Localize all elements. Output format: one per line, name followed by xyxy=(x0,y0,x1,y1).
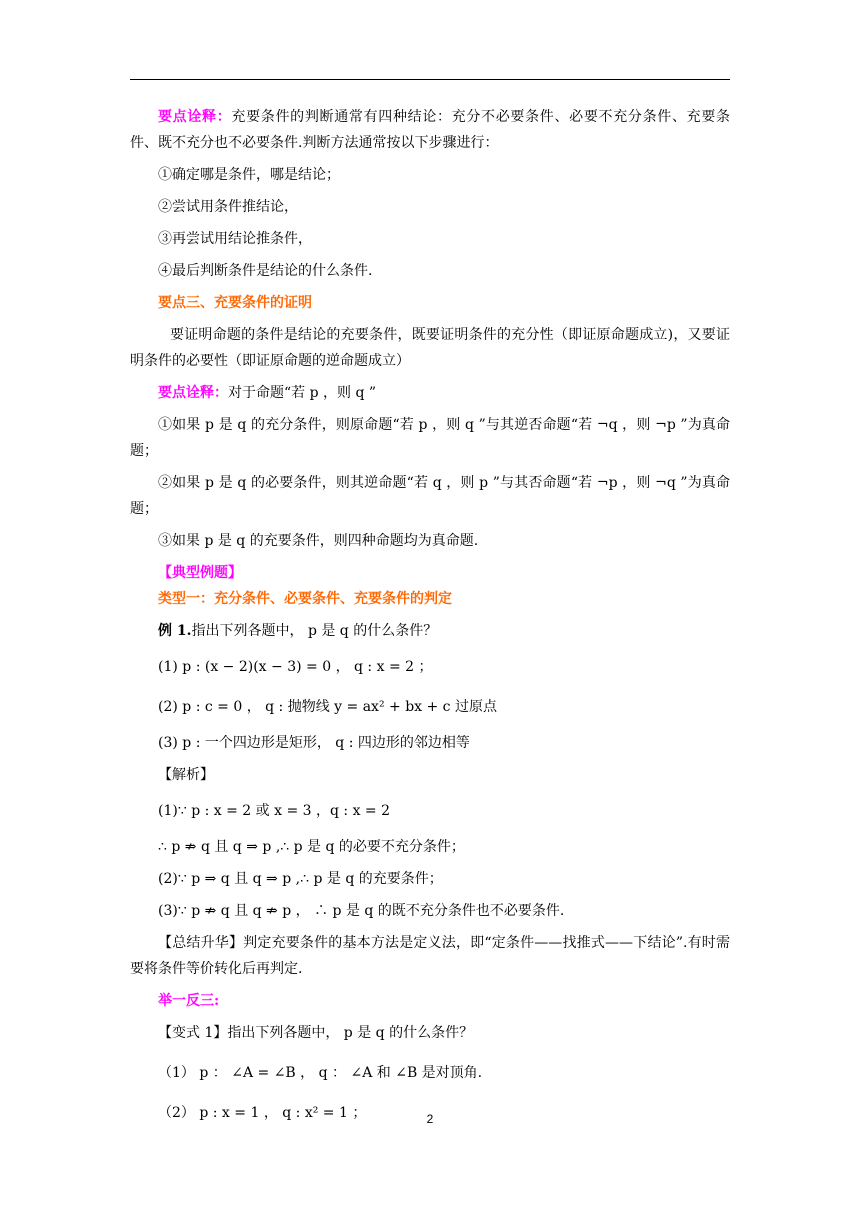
example-label: 例 1. xyxy=(158,623,192,639)
note-text: 充要条件的判断通常有四种结论：充分不必要条件、必要不充分条件、充要条件、既不充分也不必要条件.判断方法通常按以下步骤进行： xyxy=(130,109,730,151)
example-item-1: (1) p : (x − 2)(x − 3) = 0 ， q : x = 2 ； xyxy=(158,659,433,675)
summary-paragraph: 【总结升华】判定充要条件的基本方法是定义法，即“定条件——找推式——下结论”.有时需要将条件等价转化后再判定. xyxy=(130,935,730,977)
analysis-line-4: (3)∵ p ⇏ q 且 q ⇏ p ， ∴ p 是 q 的既不充分条件也不必要条件. xyxy=(158,903,565,919)
analysis-label: 【解析】 xyxy=(158,767,214,783)
example-item-2: (2) p : c = 0 ， q : 抛物线 y = ax² + bx + c 过原点 xyxy=(158,699,497,715)
example-text: 指出下列各题中， p 是 q 的什么条件？ xyxy=(191,623,438,639)
analysis-line-2: ∴ p ⇏ q 且 q ⇒ p ,∴ p 是 q 的必要不充分条件； xyxy=(158,839,465,855)
rule-1: ①如果 p 是 q 的充分条件，则原命题“若 p ，则 q ”与其逆否命题“若 ¬q ，则 ¬p ”为真命题； xyxy=(130,417,730,459)
step-4: ④最后判断条件是结论的什么条件. xyxy=(158,263,373,279)
header-rule xyxy=(130,79,730,80)
section-heading-3: 要点三、充要条件的证明 xyxy=(158,295,312,311)
example-1 xyxy=(130,618,730,644)
variant-item-1: （1） p ： ∠A = ∠B ， q ： ∠A 和 ∠B 是对顶角. xyxy=(158,1065,483,1081)
note-text: 对于命题“若 p ，则 q ” xyxy=(228,385,377,401)
key-point-note-1 xyxy=(130,104,730,156)
step-2: ②尝试用条件推结论， xyxy=(158,199,298,215)
examples-heading: 【典型例题】 xyxy=(158,565,242,581)
document-body xyxy=(130,104,730,1126)
variant-1: 【变式 1】指出下列各题中， p 是 q 的什么条件？ xyxy=(158,1025,474,1041)
page-number: 2 xyxy=(426,1112,434,1126)
example-item-3: (3) p : 一个四边形是矩形， q : 四边形的邻边相等 xyxy=(158,735,470,751)
analysis-line-3: (2)∵ p ⇒ q 且 q ⇒ p ,∴ p 是 q 的充要条件； xyxy=(158,871,443,887)
step-3: ③再尝试用结论推条件， xyxy=(158,231,312,247)
practice-heading: 举一反三: xyxy=(158,993,220,1009)
proof-paragraph: 要证明命题的条件是结论的充要条件，既要证明条件的充分性（即证原命题成立)，又要证明条件的必要性（即证原命题的逆命题成立） xyxy=(130,327,730,369)
analysis-line-1: (1)∵ p : x = 2 或 x = 3 ，q : x = 2 xyxy=(158,803,390,819)
key-point-note-2 xyxy=(130,380,730,406)
note-label: 要点诠释： xyxy=(158,385,228,401)
rule-2: ②如果 p 是 q 的必要条件，则其逆命题“若 q ，则 p ”与其否命题“若 ¬p ，则 ¬q ”为真命题； xyxy=(130,475,730,517)
note-label: 要点诠释： xyxy=(158,109,232,125)
rule-3: ③如果 p 是 q 的充要条件，则四种命题均为真命题. xyxy=(158,533,479,549)
type-1-heading: 类型一：充分条件、必要条件、充要条件的判定 xyxy=(158,591,452,607)
step-1: ①确定哪是条件，哪是结论； xyxy=(158,167,340,183)
variant-item-2: （2） p : x = 1 ， q : x² = 1 ； xyxy=(158,1105,367,1121)
